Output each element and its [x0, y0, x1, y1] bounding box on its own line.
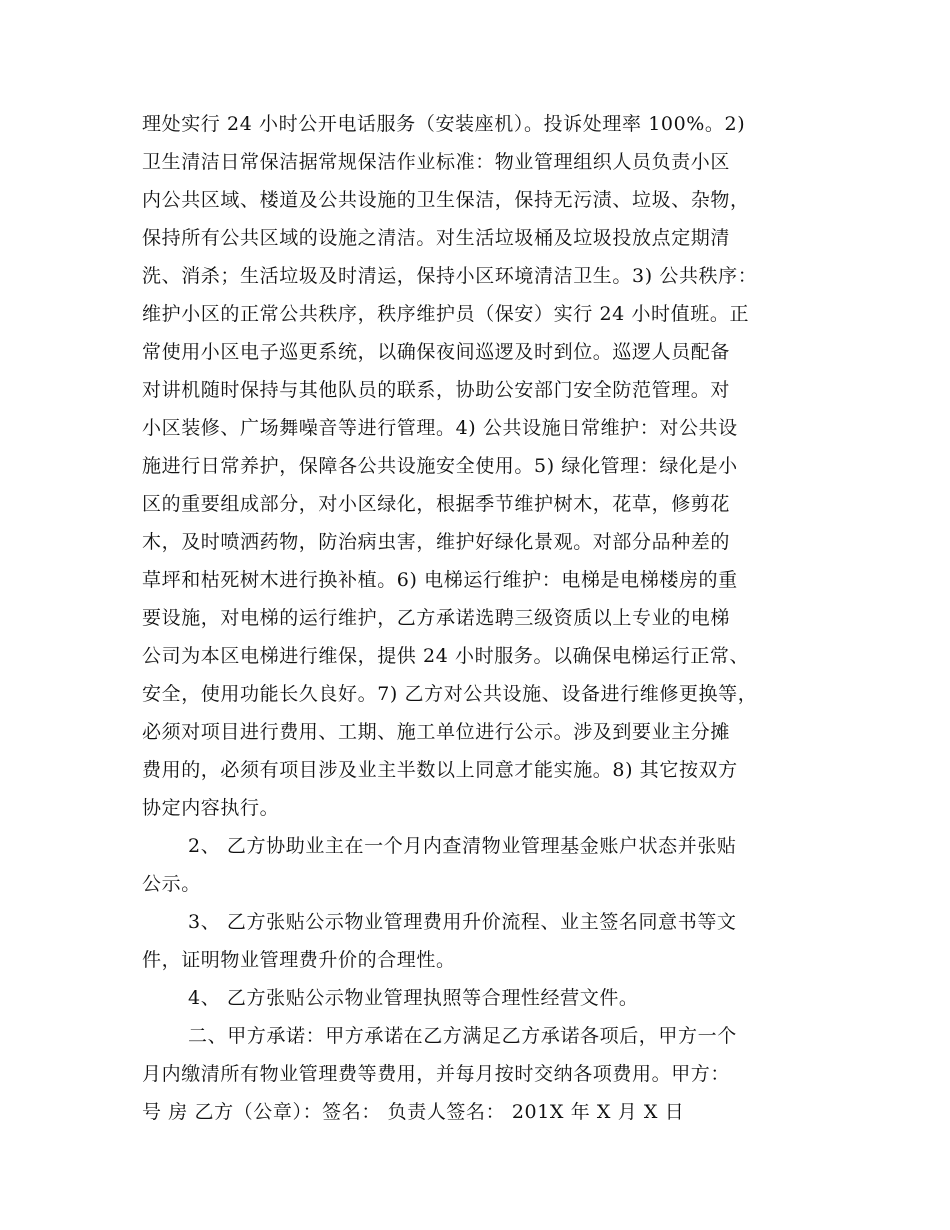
- body-line: 维护小区的正常公共秩序，秩序维护员（保安）实行 24 小时值班。正: [142, 303, 750, 325]
- body-line: 卫生清洁日常保洁据常规保洁作业标准：物业管理组织人员负责小区: [142, 151, 731, 173]
- party-a-commitment-line: 二、甲方承诺：甲方承诺在乙方满足乙方承诺各项后，甲方一个: [188, 1025, 737, 1047]
- body-line: 要设施，对电梯的运行维护，乙方承诺选聘三级资质以上专业的电梯: [142, 607, 731, 629]
- clause-2-continuation: 公示。: [142, 873, 201, 895]
- body-line: 木，及时喷洒药物，防治病虫害，维护好绿化景观。对部分品种差的: [142, 531, 731, 553]
- body-line: 内公共区域、楼道及公共设施的卫生保洁，保持无污渍、垃圾、杂物，: [142, 189, 750, 211]
- body-line: 常使用小区电子巡更系统，以确保夜间巡逻及时到位。巡逻人员配备: [142, 341, 731, 363]
- body-line: 保持所有公共区域的设施之清洁。对生活垃圾桶及垃圾投放点定期清: [142, 227, 731, 249]
- clause-4-line: 4、 乙方张贴公示物业管理执照等合理性经营文件。: [188, 987, 639, 1009]
- body-line: 对讲机随时保持与其他队员的联系，协助公安部门安全防范管理。对: [142, 379, 731, 401]
- body-line: 洗、消杀；生活垃圾及时清运，保持小区环境清洁卫生。3) 公共秩序：: [142, 265, 758, 287]
- body-line: 必须对项目进行费用、工期、施工单位进行公示。涉及到要业主分摊: [142, 721, 731, 743]
- clause-2-line: 2、 乙方协助业主在一个月内查清物业管理基金账户状态并张贴: [188, 835, 737, 857]
- body-line: 费用的，必须有项目涉及业主半数以上同意才能实施。8) 其它按双方: [142, 759, 738, 781]
- clause-3-continuation: 件，证明物业管理费升价的合理性。: [142, 949, 456, 971]
- party-a-commitment-continuation: 月内缴清所有物业管理费等费用，并每月按时交纳各项费用。甲方：: [142, 1063, 731, 1085]
- body-line: 施进行日常养护，保障各公共设施安全使用。5) 绿化管理：绿化是小: [142, 455, 738, 477]
- body-line: 小区装修、广场舞噪音等进行管理。4) 公共设施日常维护：对公共设: [142, 417, 738, 439]
- clause-3-line: 3、 乙方张贴公示物业管理费用升价流程、业主签名同意书等文: [188, 911, 737, 933]
- signature-line: 号 房 乙方（公章）：签名： 负责人签名： 201X 年 X 月 X 日: [142, 1101, 685, 1123]
- body-line: 协定内容执行。: [142, 797, 280, 819]
- body-line: 草坪和枯死树木进行换补植。6) 电梯运行维护：电梯是电梯楼房的重: [142, 569, 738, 591]
- body-line: 理处实行 24 小时公开电话服务（安装座机）。投诉处理率 100%。2): [142, 113, 746, 135]
- body-line: 公司为本区电梯进行维保，提供 24 小时服务。以确保电梯运行正常、: [142, 645, 750, 667]
- body-line: 区的重要组成部分，对小区绿化，根据季节维护树木，花草，修剪花: [142, 493, 731, 515]
- body-line: 安全，使用功能长久良好。7) 乙方对公共设施、设备进行维修更换等，: [142, 683, 758, 705]
